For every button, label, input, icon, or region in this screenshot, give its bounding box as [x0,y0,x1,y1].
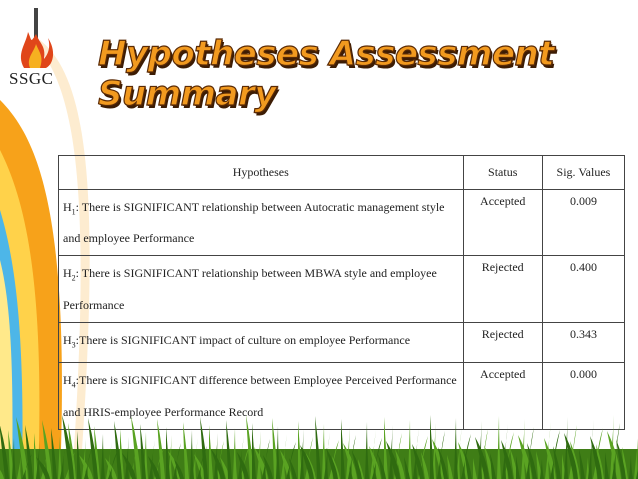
sig-value-cell: 0.000 [542,363,624,429]
header-sig-values: Sig. Values [542,156,624,190]
sig-value-cell: 0.343 [542,322,624,362]
hypothesis-number: 2 [71,273,76,283]
sig-value-cell: 0.400 [542,256,624,322]
hypothesis-text: :There is SIGNIFICANT impact of culture on employee Performance [75,332,411,347]
hypothesis-prefix: H [63,332,72,347]
hypothesis-text: : There is SIGNIFICANT relationship between MBWA style and employee Performance [63,266,437,312]
hypothesis-number: 4 [71,380,76,390]
hypothesis-number: 1 [71,207,76,217]
table-row [59,322,625,362]
hypothesis-text: : There is SIGNIFICANT relationship between Autocratic management style and employee Performance [63,200,445,246]
table-row [59,256,625,322]
header-hypotheses: Hypotheses [59,156,464,190]
hypothesis-cell [59,322,464,362]
hypothesis-cell [59,256,464,322]
status-cell: Accepted [463,363,542,429]
table-row [59,190,625,256]
status-cell: Rejected [463,322,542,362]
table-header-row [59,156,625,190]
header-status: Status [463,156,542,190]
hypothesis-cell [59,190,464,256]
hypothesis-prefix: H [63,266,72,281]
hypothesis-number: 3 [71,340,76,350]
hypothesis-text: :There is SIGNIFICANT difference between Employee Perceived Performance and HRIS-employee Performance Record [63,373,457,419]
hypothesis-prefix: H [63,373,72,388]
grass-decoration [0,404,638,479]
hypothesis-prefix: H [63,200,72,214]
page-title: Hypotheses Assessment Summary [98,34,554,114]
sig-value-cell: 0.009 [542,190,624,256]
status-cell: Accepted [463,190,542,256]
logo-text: SSGC [9,69,54,88]
status-cell: Rejected [463,256,542,322]
title-bar [68,20,628,114]
hypotheses-table [58,155,625,430]
